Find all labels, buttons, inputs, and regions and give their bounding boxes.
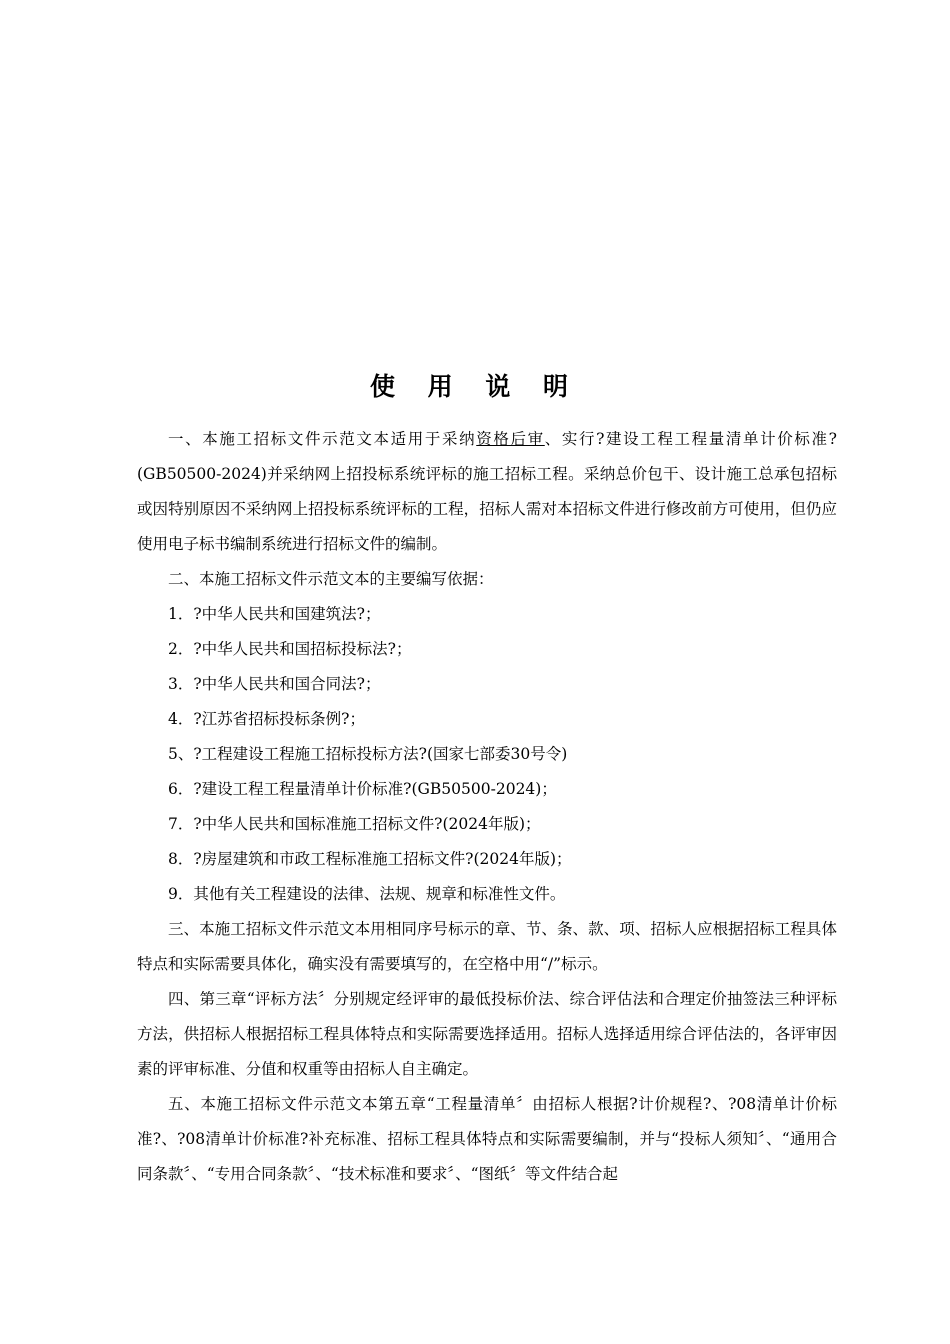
paragraph-scope-text-b: 、实行?建设工程工程量清单计价标准?(GB50500-2024)并采纳网上招投标系统评标的施工招标工程。采纳总价包干、设计施工总承包招标或因特别原因不采纳网上招投标系统评标的工程，招标人需对本招标文件进行修改前方可使用，但仍应使用电子标书编制系统进行招标文件的编制。 [137,430,837,553]
document-body [137,422,837,1192]
basis-item: 6．?建设工程工程量清单计价标准?(GB50500-2024)； [168,780,557,798]
basis-item: 9．其他有关工程建设的法律、法规、规章和标准性文件。 [168,885,566,903]
basis-item: 7．?中华人民共和国标准施工招标文件?(2024年版)； [168,815,541,833]
paragraph-scope [137,422,837,562]
basis-item: 2．?中华人民共和国招标投标法?； [168,640,412,658]
paragraph-basis-heading: 二、本施工招标文件示范文本的主要编写依据： [168,570,494,588]
basis-item: 4．?江苏省招标投标条例?； [168,710,365,728]
paragraph-scope-text-a: 一、本施工招标文件示范文本适用于采纳 [168,430,477,448]
page-title: 使 用 说 明 [369,372,581,401]
paragraph-bill-of-quantities: 五、本施工招标文件示范文本第五章“工程量清单〞由招标人根据?计价规程?、?08清单计价标准?、?08清单计价标准?补充标准、招标工程具体特点和实际需要编制，并与“投标人须知〞、“通用合同条款〞、“专用合同条款〞、“技术标准和要求〞、“图纸〞等文件结合起 [137,1095,837,1183]
basis-item: 3．?中华人民共和国合同法?； [168,675,381,693]
basis-item: 8．?房屋建筑和市政工程标准施工招标文件?(2024年版)； [168,850,572,868]
basis-item: 1．?中华人民共和国建筑法?； [168,605,381,623]
paragraph-numbering: 三、本施工招标文件示范文本用相同序号标示的章、节、条、款、项、招标人应根据招标工程具体特点和实际需要具体化，确实没有需要填写的，在空格中用“/”标示。 [137,920,837,973]
paragraph-evaluation-methods: 四、第三章“评标方法〞分别规定经评审的最低投标价法、综合评估法和合理定价抽签法三种评标方法，供招标人根据招标工程具体特点和实际需要选择适用。招标人选择适用综合评估法的，各评审因素的评审标准、分值和权重等由招标人自主确定。 [137,990,837,1078]
basis-item: 5、?工程建设工程施工招标投标方法?(国家七部委30号令) [168,745,568,763]
underlined-term: 资格后审 [476,430,545,448]
